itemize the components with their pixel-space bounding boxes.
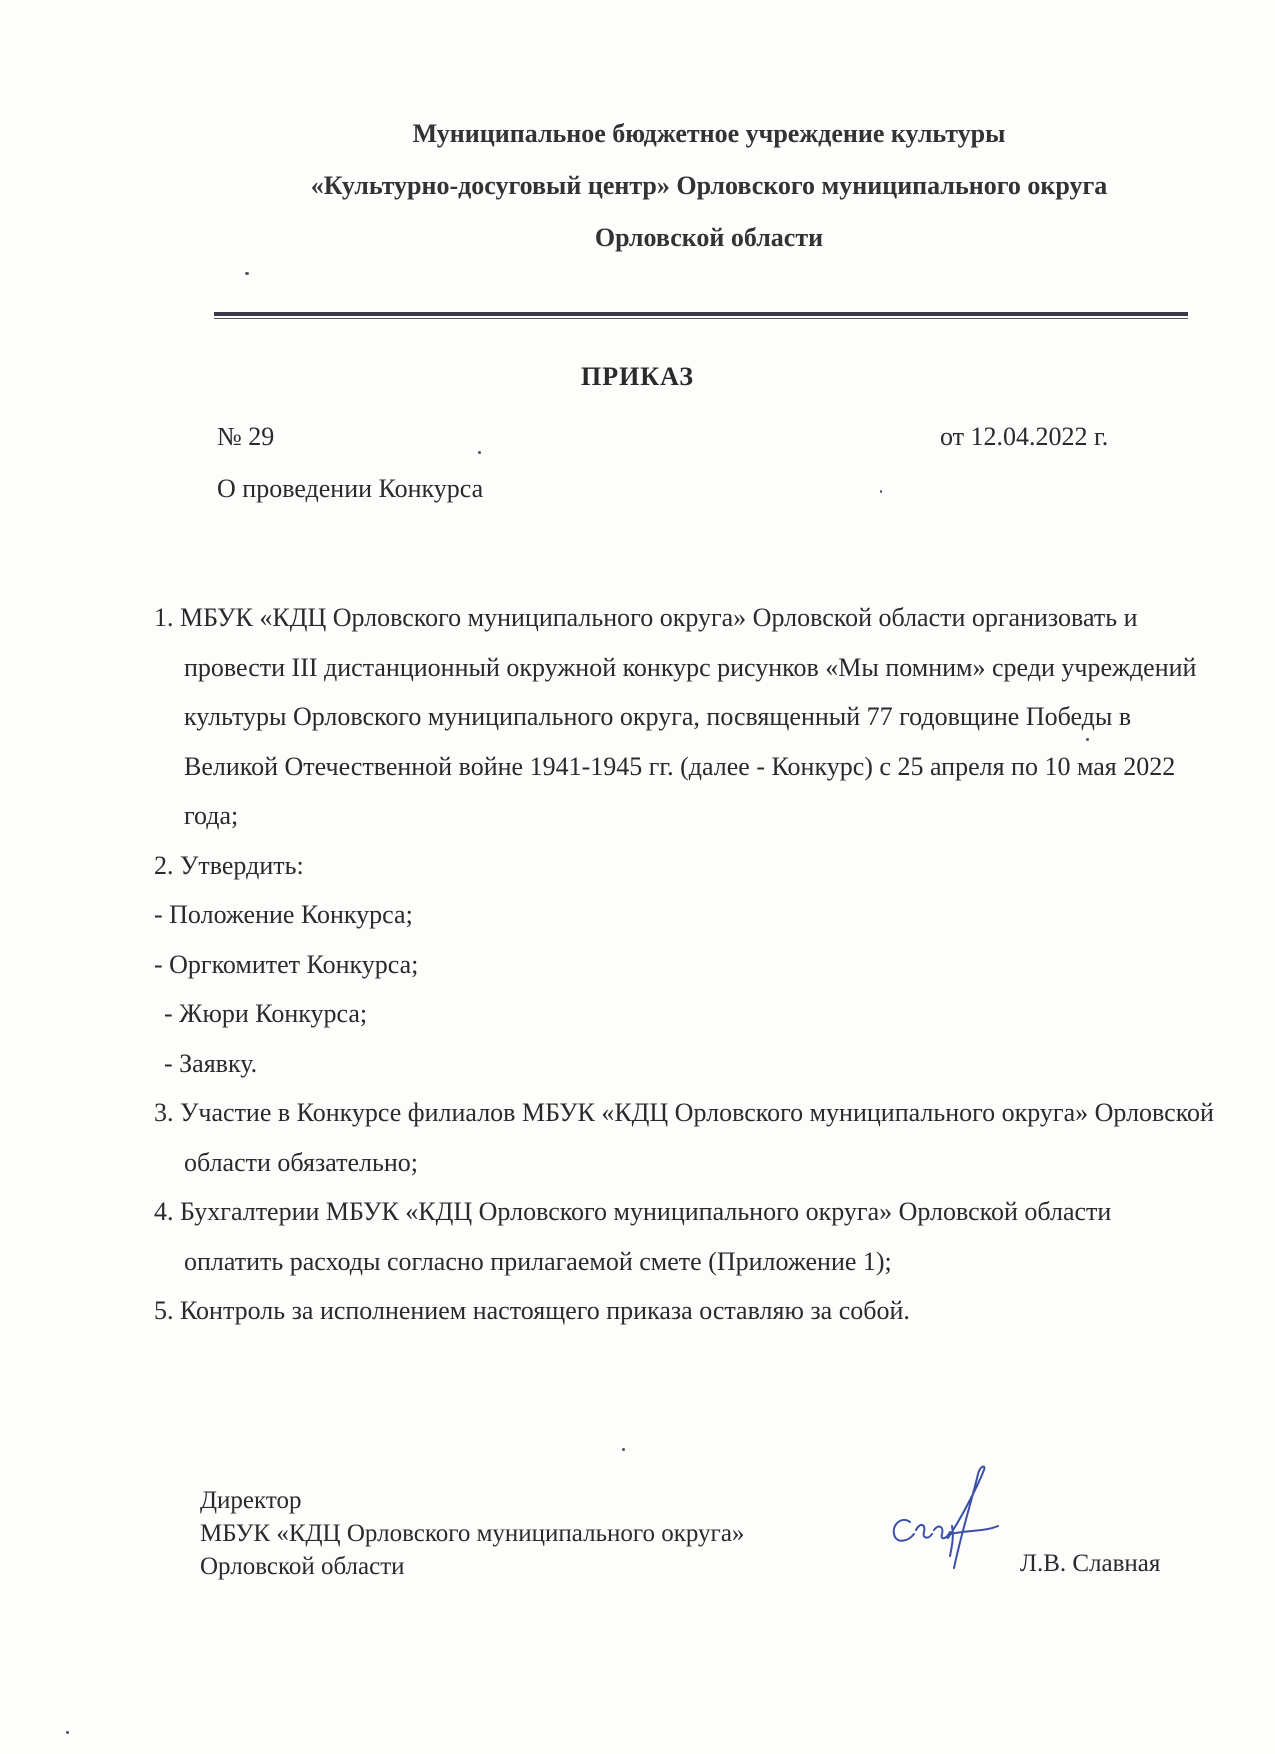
signer-position: Директор (200, 1487, 302, 1514)
document-title: ПРИКАЗ (580, 362, 695, 391)
signer-org-line-2: Орловской области (200, 1553, 405, 1580)
scan-speck (66, 1731, 69, 1734)
signature-block (200, 1484, 744, 1583)
order-item-2: 2. Утвердить: (154, 850, 304, 880)
order-subject: О проведении Конкурса (217, 474, 484, 503)
org-name-line-3: Орловской области (594, 223, 824, 252)
order-number: № 29 (217, 422, 275, 451)
header-divider (214, 312, 1188, 319)
order-item-2-approval-2: - Оргкомитет Конкурса; (154, 949, 419, 979)
order-item-5: 5. Контроль за исполнением настоящего приказа оставляю за собой. (154, 1296, 910, 1325)
handwritten-signature (880, 1460, 1010, 1570)
scan-speck (1086, 738, 1089, 741)
order-date: от 12.04.2022 г. (940, 422, 1109, 451)
scan-speck (622, 1448, 625, 1451)
order-item-2-approval-4: - Заявку. (164, 1048, 258, 1078)
org-name-line-1: Муниципальное бюджетное учреждение культуры (412, 119, 1006, 148)
organization-header (214, 108, 1204, 264)
order-item-2-approval-1: - Положение Конкурса; (154, 900, 413, 929)
order-item-2-approval-3: - Жюри Конкурса; (164, 999, 368, 1028)
scan-speck (478, 451, 481, 454)
order-item-3: 3. Участие в Конкурсе филиалов МБУК «КДЦ Орловского муниципального округа» Орловской области обязательно; (154, 1098, 1214, 1177)
signer-org-line-1: МБУК «КДЦ Орловского муниципального округа» (200, 1520, 745, 1547)
order-item-1: 1. МБУК «КДЦ Орловского муниципального округа» Орловской области организовать и провести III дистанционный окружной конкурс рисунков «Мы помним» среди учреждений культуры Орловского муниципального округа, посвященный 77 годовщине Победы в Великой Отечественной войне 1941-1945 гг. (далее - Конкурс) с 25 апреля по 10 мая 2022 года; (154, 603, 1197, 830)
signer-name: Л.В. Славная (1020, 1550, 1161, 1577)
scan-speck (245, 272, 249, 275)
order-item-4: 4. Бухгалтерии МБУК «КДЦ Орловского муниципального округа» Орловской области оплатить расходы согласно прилагаемой смете (Приложение 1); (154, 1197, 1112, 1276)
order-body (154, 593, 1214, 1336)
org-name-line-2: «Культурно-досуговый центр» Орловского муниципального округа (310, 171, 1108, 200)
scan-speck (880, 490, 882, 493)
